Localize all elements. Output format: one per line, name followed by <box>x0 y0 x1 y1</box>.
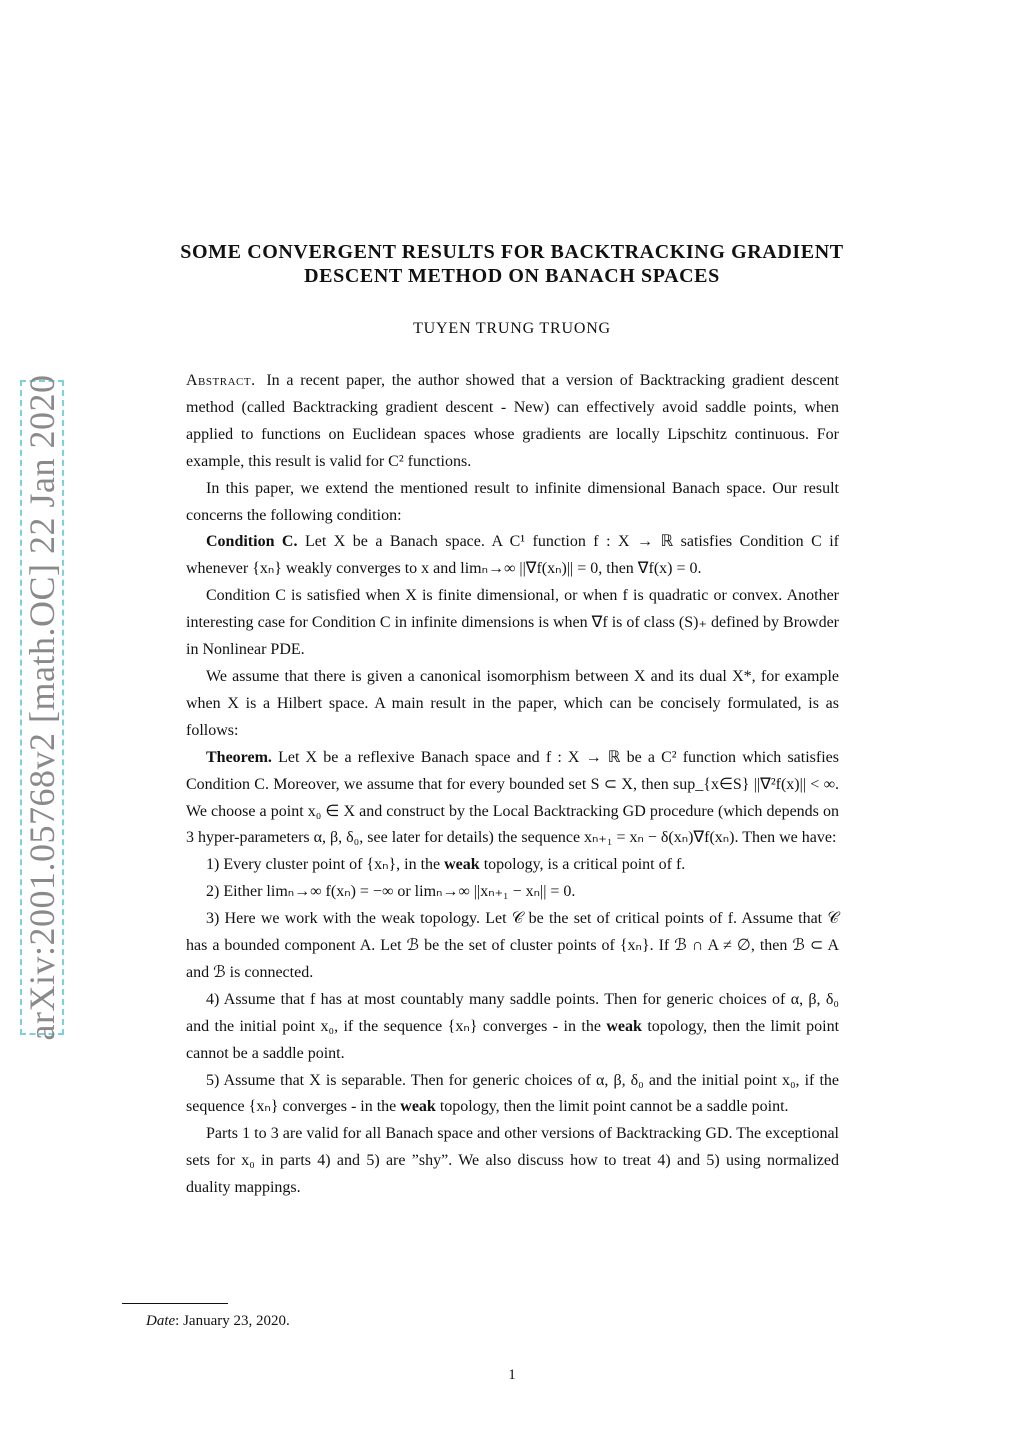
abstract-text-2: In this paper, we extend the mentioned result to infinite dimensional Banach space. Our result concerns the following condition: <box>186 479 839 524</box>
item-1-text-a: 1) Every cluster point of {xₙ}, in the <box>206 856 441 874</box>
abstract-paragraph-2 <box>186 476 839 530</box>
condition-c-label: Condition C. <box>206 533 298 551</box>
abstract-text-4: Condition C is satisfied when X is finite dimensional, or when f is quadratic or convex. Another interesting case for Condition C in infinite dimensions is when ∇f is of class (S)₊ defined by Browder in Nonlinear PDE. <box>186 587 839 659</box>
abstract-label: Abstract. <box>186 372 256 389</box>
theorem-text: Let X be a reflexive Banach space and f : X → ℝ be a C² function which satisfies Condition C. Moreover, we assume that for every bounded set S ⊂ X, then sup_{x∈S} ||∇²f(x)|| < ∞. We choose a point x₀ ∈ X and construct by the Local Backtracking GD procedure (which depends on 3 hyper-parameters α, β, δ₀, see later for details) the sequence xₙ₊₁ = xₙ − δ(xₙ)∇f(xₙ). Then we have: <box>186 748 839 847</box>
title-line-2: DESCENT METHOD ON BANACH SPACES <box>304 265 720 287</box>
footnote-label: Date <box>146 1313 176 1329</box>
abstract-text-5: We assume that there is given a canonical isomorphism between X and its dual X*, for example when X is a Hilbert space. A main result in the paper, which can be concisely formulated, is as follows: <box>186 667 839 739</box>
title-line-1: SOME CONVERGENT RESULTS FOR BACKTRACKING GRADIENT <box>180 241 844 263</box>
theorem-item-5 <box>186 1068 839 1122</box>
item-4-text-b: topology, then the limit point cannot be a saddle point. <box>186 1017 840 1062</box>
abstract-paragraph-4 <box>186 583 839 664</box>
author-name: TUYEN TRUNG TRUONG <box>413 320 611 337</box>
theorem-paragraph <box>186 745 839 853</box>
abstract-paragraph-5 <box>186 664 839 745</box>
condition-c-text: Let X be a Banach space. A C¹ function f : X → ℝ satisfies Condition C if whenever {xₙ} weakly converges to x and limₙ→∞ ||∇f(xₙ)|| = 0, then ∇f(x) = 0. <box>186 533 840 578</box>
item-1-bold: weak <box>444 856 480 874</box>
theorem-item-4 <box>186 987 839 1068</box>
item-2-text: 2) Either limₙ→∞ f(xₙ) = −∞ or limₙ→∞ ||xₙ₊₁ − xₙ|| = 0. <box>206 883 576 901</box>
abstract-paragraph-final <box>186 1121 839 1202</box>
item-3-text: 3) Here we work with the weak topology. Let 𝒞 be the set of critical points of f. Assume that 𝒞 has a bounded component A. Let ℬ be the set of cluster points of {xₙ}. If ℬ ∩ A ≠ ∅, then ℬ ⊂ A and ℬ is connected. <box>186 910 839 981</box>
page-number: 1 <box>508 1367 516 1383</box>
footnote-text: : January 23, 2020. <box>175 1313 290 1329</box>
item-1-text-b: topology, is a critical point of f. <box>483 856 686 874</box>
abstract <box>186 368 839 1202</box>
paper-title <box>110 240 914 288</box>
abstract-text-1: In a recent paper, the author showed that a version of Backtracking gradient descent method (called Backtracking gradient descent - New) can effectively avoid saddle points, when applied to functions on Euclidean spaces whose gradients are locally Lipschitz continuous. For example, this result is valid for C² functions. <box>186 372 839 470</box>
abstract-text-final: Parts 1 to 3 are valid for all Banach space and other versions of Backtracking GD. The exceptional sets for x₀ in parts 4) and 5) are ”shy”. We also discuss how to treat 4) and 5) using normalized duality mappings. <box>186 1125 839 1197</box>
item-4-bold: weak <box>606 1017 642 1035</box>
theorem-item-1 <box>186 852 839 879</box>
item-5-text-b: topology, then the limit point cannot be a saddle point. <box>439 1098 789 1116</box>
item-5-text-a: 5) Assume that X is separable. Then for generic choices of α, β, δ₀ and the initial point x₀, if the sequence {xₙ} converges - in the <box>186 1071 839 1116</box>
condition-c-paragraph <box>186 529 839 583</box>
abstract-paragraph-1 <box>186 368 839 476</box>
theorem-item-2 <box>186 879 839 906</box>
theorem-label: Theorem. <box>206 748 272 766</box>
footnote-rule <box>122 1303 228 1304</box>
item-5-bold: weak <box>400 1098 436 1116</box>
date-footnote <box>146 1313 290 1330</box>
item-4-text-a: 4) Assume that f has at most countably many saddle points. Then for generic choices of α, β, δ₀ and the initial point x₀, if the sequence {xₙ} converges - in the <box>186 990 839 1035</box>
arxiv-identifier-stamp: arXiv:2001.05768v2 [math.OC] 22 Jan 2020 <box>22 374 62 1041</box>
theorem-item-3 <box>186 906 839 987</box>
